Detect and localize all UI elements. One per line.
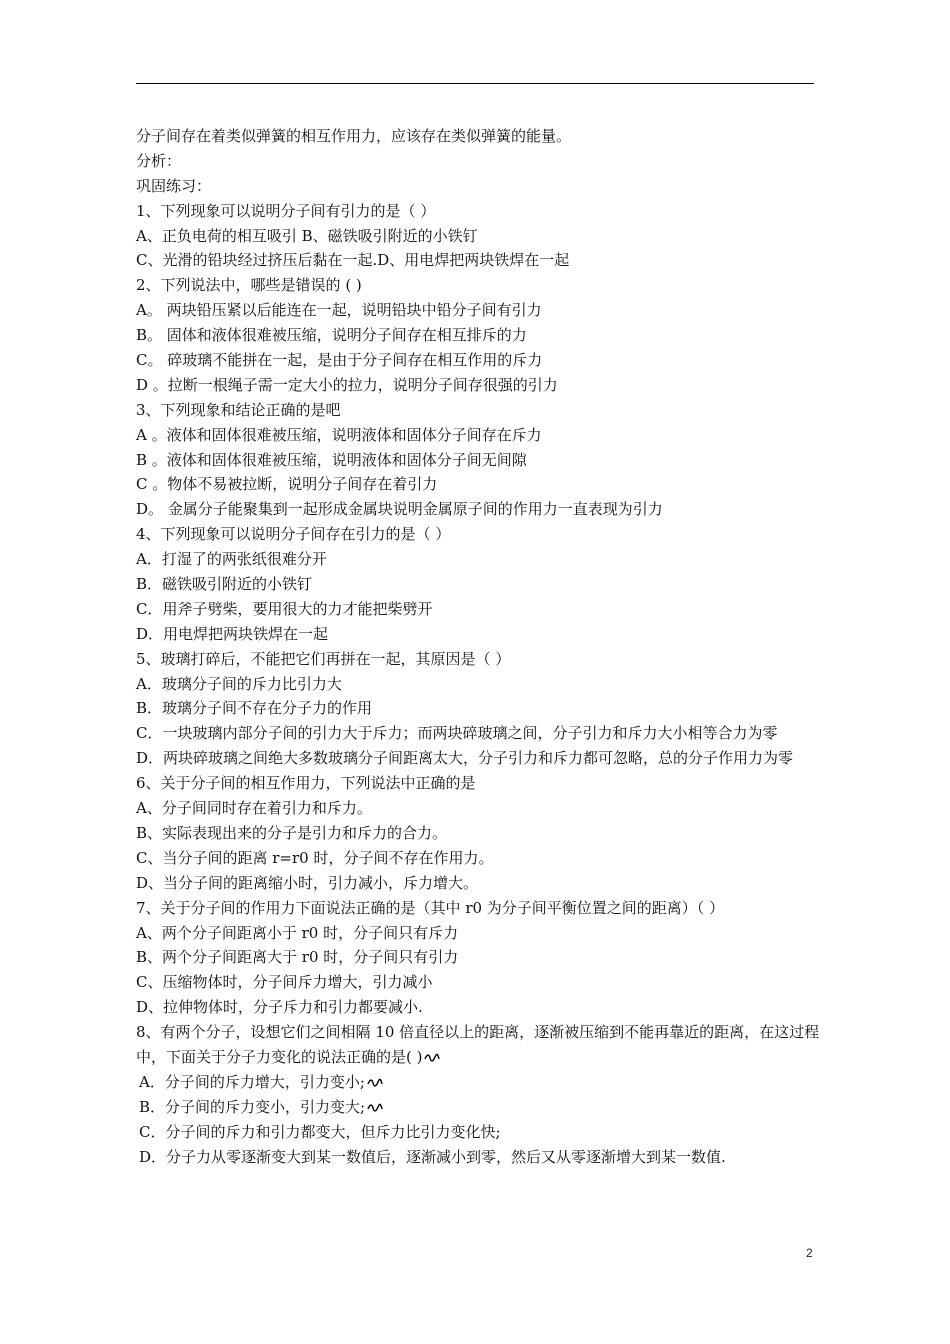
option-b: B、实际表现出来的分子是引力和斥力的合力。 (136, 823, 448, 842)
question-8 (136, 1020, 826, 1070)
question-7: 7、关于分子间的作用力下面说法正确的是（其中 r0 为分子间平衡位置之间的距离）（ ） (136, 898, 725, 917)
question-4: 4、下列现象可以说明分子间存在引力的是（ ） (136, 525, 451, 544)
option-a (136, 1070, 826, 1095)
option-a: A。 两块铅压紧以后能连在一起，说明铅块中铅分子间有引力 (136, 301, 542, 320)
option-a: A 。液体和固体很难被压缩，说明液体和固体分子间存在斥力 (136, 425, 542, 444)
option-b: B．玻璃分子间不存在分子力的作用 (136, 699, 373, 718)
option-a-text: A．分子间的斥力增大，引力变小; (139, 1072, 365, 1091)
option-b-text: B．分子间的斥力变小，引力变大; (139, 1097, 366, 1116)
squiggle-mark-icon (367, 1103, 383, 1113)
option-d: D。 金属分子能聚集到一起形成金属块说明金属原子间的作用力一直表现为引力 (136, 500, 663, 519)
option-line: A、正负电荷的相互吸引 B、磁铁吸引附近的小铁钉 (136, 226, 478, 245)
option-c: C 。物体不易被拉断，说明分子间存在着引力 (136, 475, 438, 494)
option-c: C．分子间的斥力和引力都变大，但斥力比引力变化快; (139, 1122, 501, 1141)
question-6: 6、关于分子间的相互作用力，下列说法中正确的是 (136, 774, 476, 793)
header-rule (136, 83, 814, 84)
option-d: D．用电焊把两块铁焊在一起 (136, 624, 329, 643)
squiggle-mark-icon (424, 1053, 440, 1063)
option-b: B。 固体和液体很难被压缩，说明分子间存在相互排斥的力 (136, 326, 527, 345)
text-line: 分子间存在着类似弹簧的相互作用力，应该存在类似弹簧的能量。 (136, 127, 572, 145)
option-d: D．两块碎玻璃之间绝大多数玻璃分子间距离太大，分子引力和斥力都可忽略，总的分子作用力为零 (136, 749, 794, 768)
option-a: A．玻璃分子间的斥力比引力大 (136, 674, 342, 693)
option-b (136, 1095, 826, 1120)
option-line: C、光滑的铅块经过挤压后黏在一起.D、用电焊把两块铁焊在一起 (136, 251, 570, 270)
squiggle-mark-icon (367, 1078, 383, 1088)
option-c: C．一块玻璃内部分子间的引力大于斥力；而两块碎玻璃之间，分子引力和斥力大小相等合力为零 (136, 724, 778, 743)
option-a: A、分子间同时存在着引力和斥力。 (136, 799, 372, 818)
option-a: A．打湿了的两张纸很难分开 (136, 550, 327, 569)
text-line: 分析： (136, 151, 182, 170)
page-number: 2 (806, 1246, 813, 1260)
option-d: D 。拉断一根绳子需一定大小的拉力，说明分子间存很强的引力 (136, 375, 558, 394)
option-d: D．分子力从零逐渐变大到某一数值后，逐渐减小到零，然后又从零逐渐增大到某一数值. (139, 1147, 726, 1166)
option-c: C、压缩物体时，分子间斥力增大，引力减小 (136, 973, 433, 992)
text-line: 巩固练习： (136, 176, 212, 195)
option-b: B、两个分子间距离大于 r0 时，分子间只有引力 (136, 948, 459, 967)
option-b: B 。液体和固体很难被压缩，说明液体和固体分子间无间隙 (136, 450, 527, 469)
question-5: 5、玻璃打碎后，不能把它们再拼在一起，其原因是（ ） (136, 649, 511, 668)
option-c: C、当分子间的距离 r=r0 时，分子间不存在作用力。 (136, 848, 494, 867)
document-body (136, 124, 826, 1169)
option-d: D、当分子间的距离缩小时，引力减小，斥力增大。 (136, 873, 479, 892)
question-3: 3、下列现象和结论正确的是吧 (136, 400, 341, 419)
option-c: C。 碎玻璃不能拼在一起，是由于分子间存在相互作用的斥力 (136, 351, 543, 370)
question-2: 2、下列说法中，哪些是错误的 ( ) (136, 276, 362, 295)
question-8-text: 8、有两个分子，设想它们之间相隔 10 倍直径以上的距离，逐渐被压缩到不能再靠近的距离，在这过程中，下面关于分子力变化的说法正确的是( ) (136, 1023, 820, 1066)
question-1: 1、下列现象可以说明分子间有引力的是（ ） (136, 201, 436, 220)
option-d: D、拉伸物体时，分子斥力和引力都要减小. (136, 998, 423, 1017)
option-c: C．用斧子劈柴，要用很大的力才能把柴劈开 (136, 599, 433, 618)
option-b: B．磁铁吸引附近的小铁钉 (136, 575, 313, 594)
option-a: A、两个分子间距离小于 r0 时，分子间只有斥力 (136, 923, 459, 942)
